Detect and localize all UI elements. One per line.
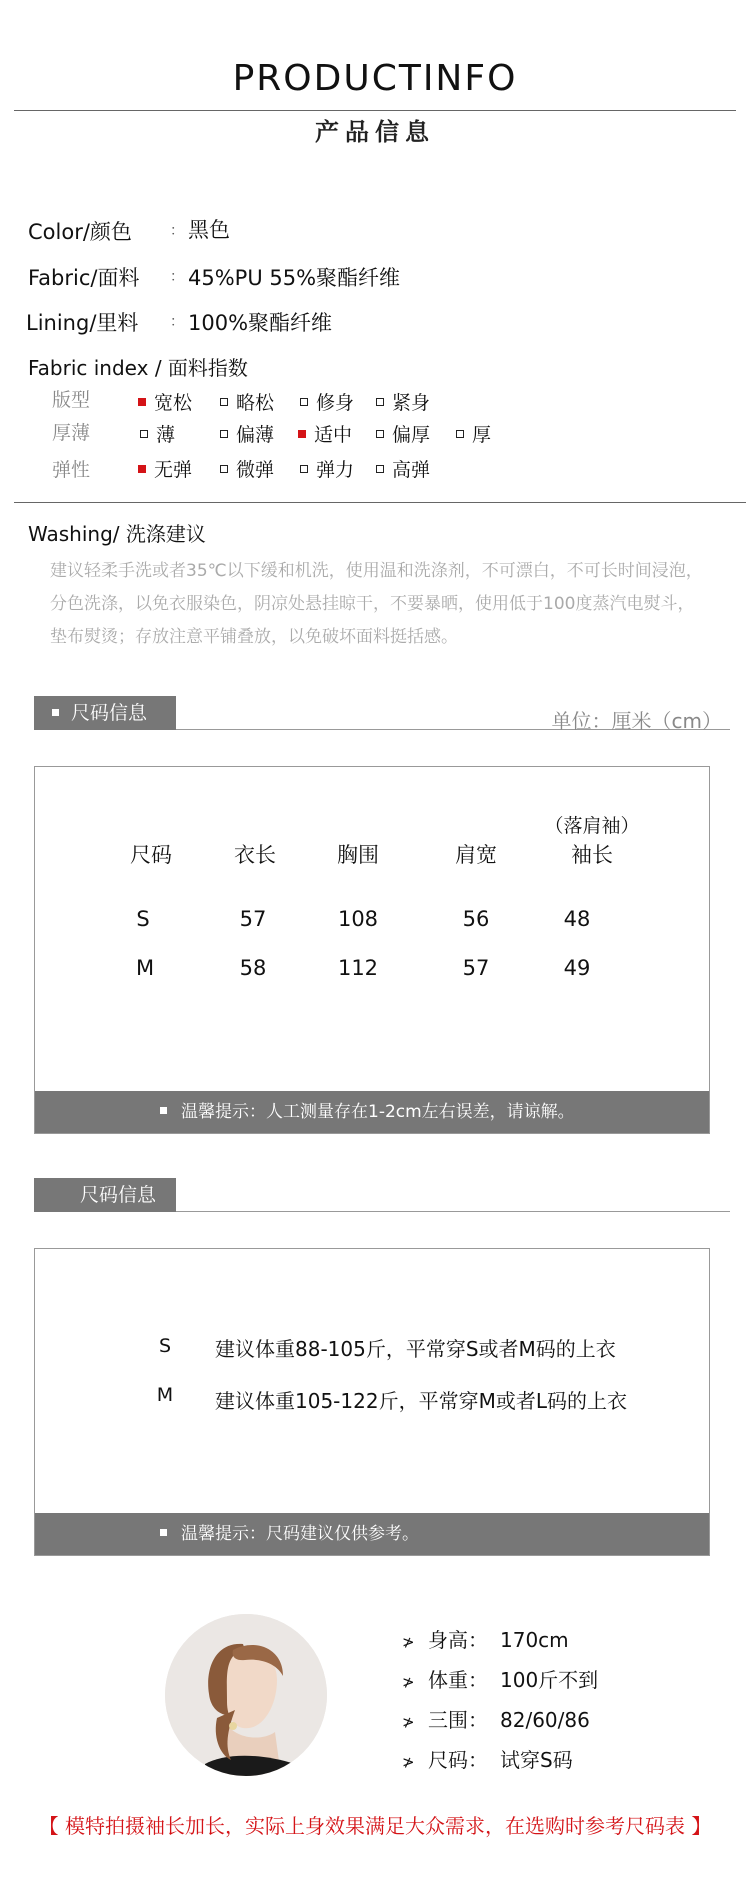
option-label: 紧身 <box>392 392 431 414</box>
model-weight <box>402 1664 598 1693</box>
model-height-value: 170cm <box>500 1628 569 1652</box>
option-label: 高弹 <box>392 459 431 481</box>
option-thickness-thick <box>456 420 491 447</box>
cell-chest-s: 108 <box>337 907 379 931</box>
option-label: 略松 <box>236 392 275 414</box>
fabric-colon: ： <box>170 269 184 285</box>
header-divider <box>14 110 736 111</box>
option-label: 厚 <box>472 424 492 446</box>
advice-text-s: 建议体重88-105斤，平常穿S或者M码的上衣 <box>215 1337 616 1361</box>
fabric-index-title: Fabric index / 面料指数 <box>28 356 248 380</box>
header-length: 衣长 <box>234 843 276 867</box>
fabric-label: Fabric/面料 <box>28 266 140 290</box>
option-label: 修身 <box>316 392 355 414</box>
title-english: PRODUCTINFO <box>232 58 518 99</box>
cell-sleeve-m: 49 <box>563 956 591 980</box>
option-thickness-medium <box>298 420 352 447</box>
model-size-label: 尺码： <box>428 1748 488 1772</box>
model-measurements-value: 82/60/86 <box>500 1708 590 1732</box>
checkbox-icon <box>140 430 148 438</box>
advice-text-m: 建议体重105-122斤，平常穿M或者L码的上衣 <box>215 1389 627 1413</box>
lining-colon: ： <box>170 314 184 330</box>
model-measurements <box>402 1704 590 1733</box>
square-bullet-icon <box>160 1529 167 1536</box>
option-elasticity-none <box>138 455 192 482</box>
option-elasticity-stretch <box>300 455 354 482</box>
square-bullet-icon <box>52 709 59 716</box>
option-label: 偏厚 <box>392 424 431 446</box>
size-info-tab-label: 尺码信息 <box>71 702 148 724</box>
model-weight-value: 100斤不到 <box>500 1668 599 1692</box>
checkbox-icon <box>220 398 228 406</box>
chevron-right-icon: ≯ <box>402 1633 415 1651</box>
header-shoulder: 肩宽 <box>455 843 497 867</box>
model-size <box>402 1744 573 1773</box>
lining-value: 100%聚酯纤维 <box>188 311 333 335</box>
checkbox-icon <box>376 398 384 406</box>
fabric-value: 45%PU 55%聚酯纤维 <box>188 266 401 290</box>
model-size-value: 试穿S码 <box>500 1748 573 1772</box>
option-elasticity-slight <box>220 455 274 482</box>
model-portrait-icon <box>165 1614 327 1776</box>
checkbox-icon <box>300 398 308 406</box>
checkbox-icon <box>298 430 306 438</box>
model-measurements-label: 三围： <box>428 1708 488 1732</box>
size-advice-footer <box>35 1513 709 1555</box>
option-thickness-slightly-thick <box>376 420 430 447</box>
checkbox-icon <box>220 465 228 473</box>
model-photo <box>165 1614 327 1776</box>
chevron-right-icon: ≯ <box>402 1753 415 1771</box>
size-table-footer-text: 温馨提示：人工测量存在1-2cm左右误差，请谅解。 <box>181 1102 575 1122</box>
option-thickness-thin <box>140 420 175 447</box>
sleeve-notice: 【 模特拍摄袖长加长，实际上身效果满足大众需求，在选购时参考尺码表 】 <box>38 1814 712 1838</box>
lining-label: Lining/里料 <box>26 311 139 335</box>
index-category-elasticity: 弹性 <box>52 459 91 481</box>
advice-size-m: M <box>156 1384 174 1406</box>
option-fit-tight <box>376 388 430 415</box>
checkbox-icon <box>138 465 146 473</box>
model-weight-label: 体重： <box>428 1668 488 1692</box>
info-divider <box>14 502 746 503</box>
washing-text: 建议轻柔手洗或者35℃以下缓和机洗，使用温和洗涤剂，不可漂白，不可长时间浸泡，分色洗涤，以免衣服染色，阴凉处悬挂晾干，不要暴晒，使用低于100度蒸汽电熨斗，垫布熨烫；存放注意平铺叠放，以免破坏面料挺括感。 <box>50 561 703 647</box>
chevron-right-icon: ≯ <box>402 1713 415 1731</box>
option-label: 无弹 <box>154 459 193 481</box>
square-bullet-icon <box>160 1107 167 1114</box>
title-chinese: 产品信息 <box>315 118 435 146</box>
unit-label: 单位：厘米（cm） <box>551 709 722 733</box>
option-fit-slightly-loose <box>220 388 274 415</box>
chevron-right-icon: ≯ <box>402 1673 415 1691</box>
color-label: Color/颜色 <box>28 220 132 244</box>
index-category-fit: 版型 <box>52 389 91 411</box>
header-size: 尺码 <box>130 843 172 867</box>
option-thickness-slightly-thin <box>220 420 274 447</box>
size-advice-tab <box>34 1178 176 1212</box>
option-fit-loose <box>138 388 192 415</box>
model-height <box>402 1624 569 1653</box>
option-label: 薄 <box>156 424 176 446</box>
cell-length-m: 58 <box>239 956 267 980</box>
header-sleeve: 袖长 <box>571 843 613 867</box>
size-table-footer <box>35 1091 709 1133</box>
cell-size-m: M <box>135 956 155 980</box>
cell-sleeve-s: 48 <box>563 907 591 931</box>
option-label: 偏薄 <box>236 424 275 446</box>
option-elasticity-high <box>376 455 430 482</box>
cell-shoulder-m: 57 <box>462 956 490 980</box>
color-colon: ： <box>170 223 184 239</box>
checkbox-icon <box>376 430 384 438</box>
option-label: 适中 <box>314 424 353 446</box>
size-advice-section-line <box>176 1211 730 1212</box>
cell-size-s: S <box>136 907 150 931</box>
option-label: 宽松 <box>154 392 193 414</box>
cell-shoulder-s: 56 <box>462 907 490 931</box>
cell-length-s: 57 <box>239 907 267 931</box>
washing-title: Washing/ 洗涤建议 <box>28 522 206 546</box>
checkbox-icon <box>300 465 308 473</box>
checkbox-icon <box>376 465 384 473</box>
option-label: 弹力 <box>316 459 355 481</box>
size-info-tab <box>34 696 176 730</box>
size-advice-panel <box>34 1248 710 1556</box>
checkbox-icon <box>456 430 464 438</box>
size-table-panel <box>34 766 710 1134</box>
header-chest: 胸围 <box>337 843 379 867</box>
model-height-label: 身高： <box>428 1628 488 1652</box>
header-sleeve-note: （落肩袖） <box>544 815 640 837</box>
index-category-thickness: 厚薄 <box>52 422 91 444</box>
option-label: 微弹 <box>236 459 275 481</box>
checkbox-icon <box>138 398 146 406</box>
advice-size-s: S <box>158 1335 172 1357</box>
size-advice-tab-label: 尺码信息 <box>80 1184 157 1206</box>
size-advice-footer-text: 温馨提示：尺码建议仅供参考。 <box>181 1524 419 1544</box>
checkbox-icon <box>220 430 228 438</box>
option-fit-slim <box>300 388 354 415</box>
cell-chest-m: 112 <box>337 956 379 980</box>
color-value: 黑色 <box>188 218 230 242</box>
